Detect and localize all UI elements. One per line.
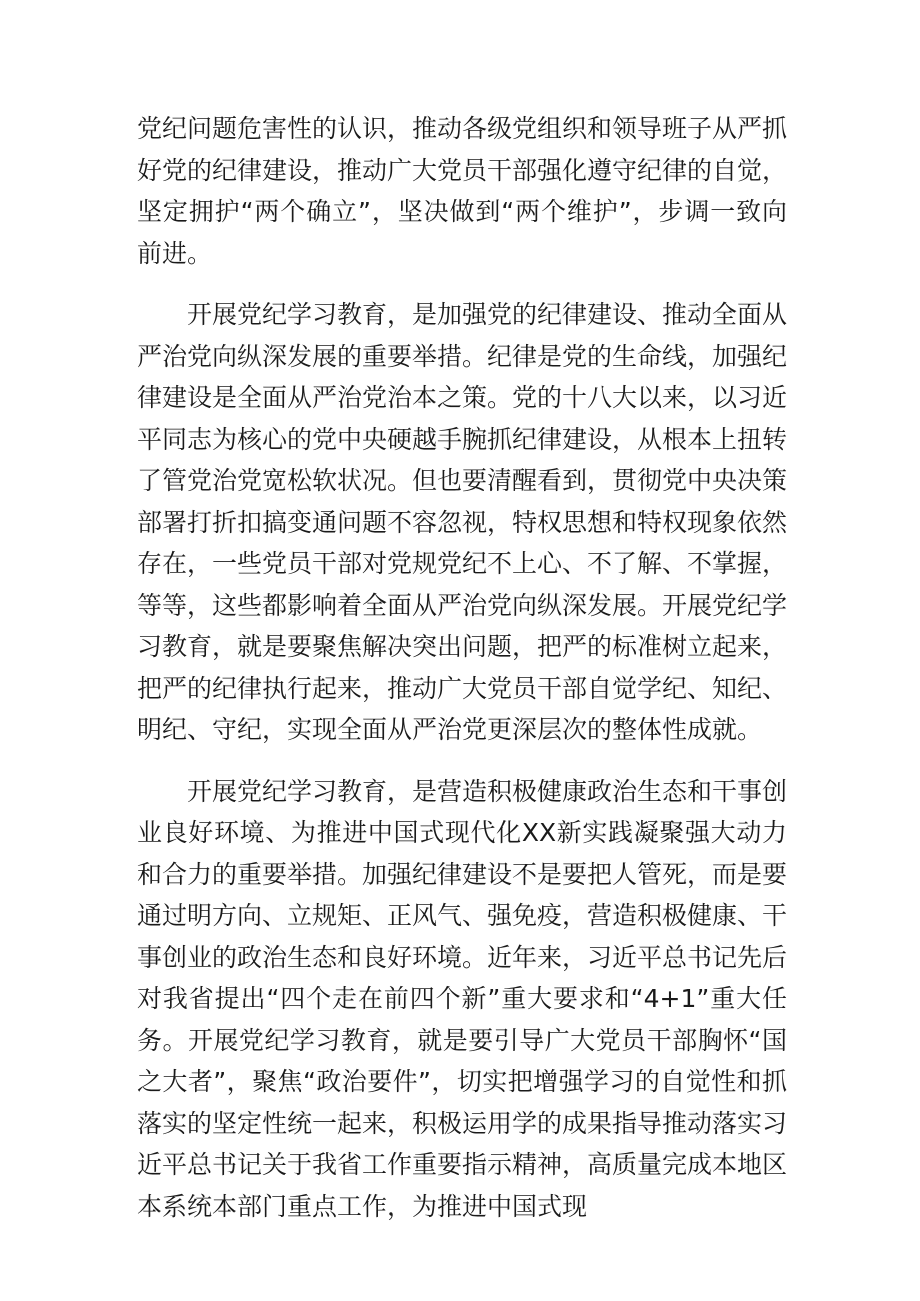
document-body xyxy=(137,108,787,1247)
paragraph-2: 开展党纪学习教育，是加强党的纪律建设、推动全面从严治党向纵深发展的重要举措。纪律是党的生命线，加强纪律建设是全面从严治党治本之策。党的十八大以来，以习近平同志为核心的党中央硬越手腕抓纪律建设，从根本上扭转了管党治党宽松软状况。但也要清醒看到，贯彻党中央决策部署打折扣搞变通问题不容忽视，特权思想和特权现象依然存在，一些党员干部对党规党纪不上心、不了解、不掌握，等等，这些都影响着全面从严治党向纵深发展。开展党纪学习教育，就是要聚焦解决突出问题，把严的标准树立起来，把严的纪律执行起来，推动广大党员干部自觉学纪、知纪、明纪、守纪，实现全面从严治党更深层次的整体性成就。 xyxy=(137,300,788,744)
paragraph-1: 党纪问题危害性的认识，推动各级党组织和领导班子从严抓好党的纪律建设，推动广大党员干部强化遵守纪律的自觉，坚定拥护“两个确立”，坚决做到“两个维护”，步调一致向前进。 xyxy=(137,114,788,268)
paragraph-3: 开展党纪学习教育，是营造积极健康政治生态和干事创业良好环境、为推进中国式现代化XX新实践凝聚强大动力和合力的重要举措。加强纪律建设不是要把人管死，而是要通过明方向、立规矩、正风气、强免疫，营造积极健康、干事创业的政治生态和良好环境。近年来，习近平总书记先后对我省提出“四个走在前四个新”重大要求和“4+1”重大任务。开展党纪学习教育，就是要引导广大党员干部胸怀“国之大者”，聚焦“政治要件”，切实把增强学习的自觉性和抓落实的坚定性统一起来，积极运用学的成果指导推动落实习近平总书记关于我省工作重要指示精神，高质量完成本地区本系统本部门重点工作，为推进中国式现 xyxy=(137,776,788,1221)
